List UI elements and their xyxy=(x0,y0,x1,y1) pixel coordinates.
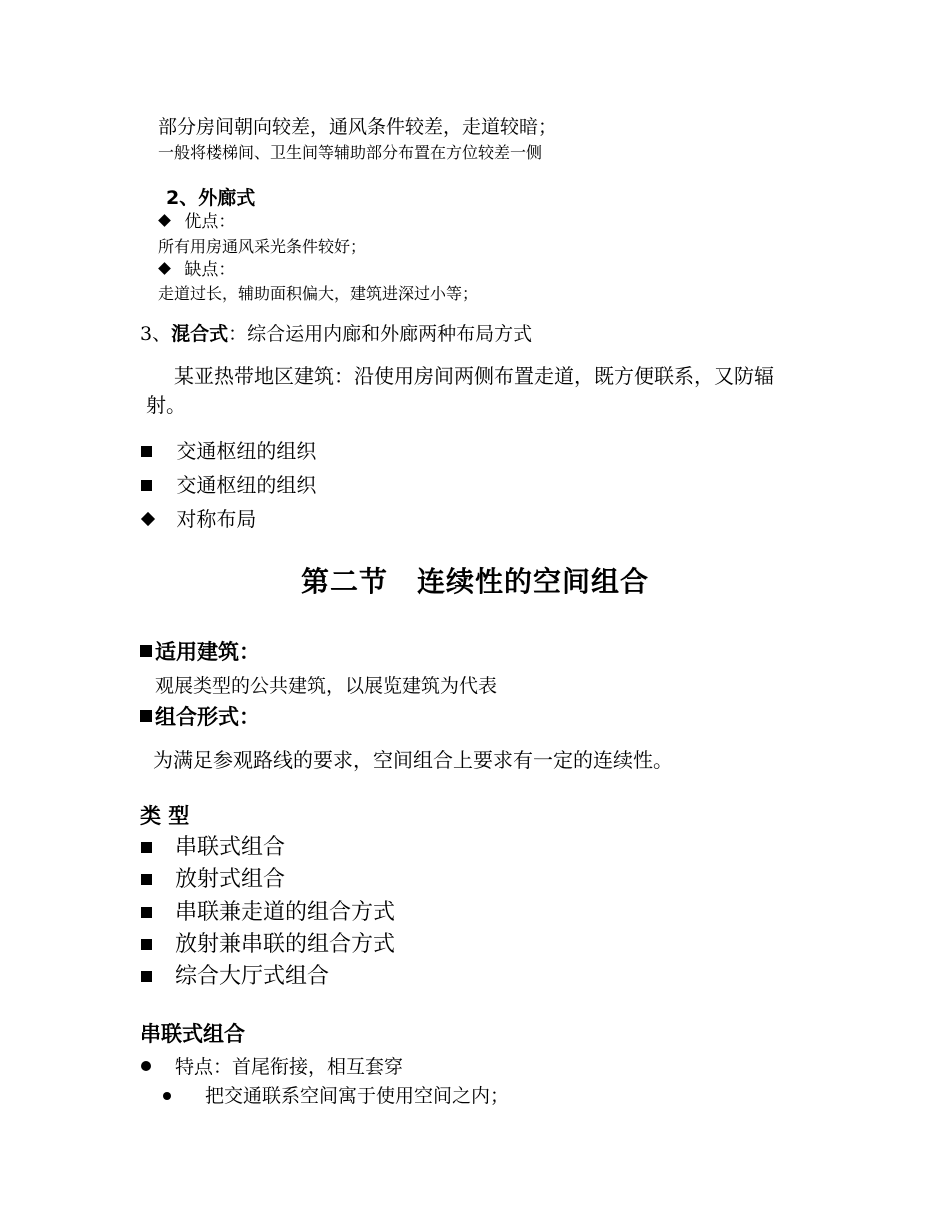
square-bullet-icon xyxy=(140,710,152,722)
outer-corridor-heading: 2、外廊式 xyxy=(166,187,256,209)
intro-line-1: 部分房间朝向较差，通风条件较差，走道较暗； xyxy=(158,116,558,138)
form-heading-row xyxy=(140,707,260,728)
mixed-number: 3、 xyxy=(140,323,172,345)
pros-text: 所有用房通风采光条件较好； xyxy=(158,237,367,256)
mixed-heading: 混合式 xyxy=(171,323,229,345)
types-list-item xyxy=(141,869,285,891)
square-bullet-icon xyxy=(141,842,152,853)
form-heading: 组合形式： xyxy=(155,705,260,729)
round-bullet-icon xyxy=(163,1092,171,1100)
types-item-text: 串联兼走道的组合方式 xyxy=(175,900,396,925)
mixed-text: ：综合运用内廊和外廊两种布局方式 xyxy=(228,323,533,345)
mixed-row xyxy=(140,325,532,344)
square-bullet-icon xyxy=(141,907,152,918)
series-sub-item-row xyxy=(163,1087,509,1106)
diamond-bullet-icon xyxy=(158,262,171,275)
types-item-text: 综合大厅式组合 xyxy=(175,964,330,989)
types-list-item xyxy=(141,837,285,859)
hub-list-item-text: 对称布局 xyxy=(176,507,257,531)
round-bullet-icon xyxy=(141,1061,151,1071)
series-feature-row xyxy=(141,1058,403,1077)
types-list-item xyxy=(141,902,395,924)
square-bullet-icon xyxy=(141,971,152,982)
hub-list-item xyxy=(143,509,256,529)
cons-row xyxy=(160,262,235,279)
applicable-heading: 适用建筑： xyxy=(155,640,260,664)
square-bullet-icon xyxy=(140,645,152,657)
hub-list-item-text: 交通枢纽的组织 xyxy=(176,473,317,497)
types-list-item xyxy=(141,966,329,988)
diamond-bullet-icon xyxy=(141,512,155,526)
cons-text: 走道过长，辅助面积偏大，建筑进深过小等； xyxy=(158,284,479,303)
applicable-text: 观展类型的公共建筑，以展览建筑为代表 xyxy=(155,675,498,697)
series-heading: 串联式组合 xyxy=(140,1022,245,1046)
square-bullet-icon xyxy=(141,939,152,950)
types-item-text: 串联式组合 xyxy=(175,835,286,860)
types-item-text: 放射兼串联的组合方式 xyxy=(175,932,396,957)
form-text: 为满足参观路线的要求，空间组合上要求有一定的连续性。 xyxy=(153,748,673,772)
hub-list-item xyxy=(141,475,316,495)
cons-label: 缺点： xyxy=(184,260,236,280)
hub-list-item xyxy=(141,441,316,461)
square-bullet-icon xyxy=(141,480,152,491)
mixed-example-line-2: 射。 xyxy=(146,393,186,417)
square-bullet-icon xyxy=(141,874,152,885)
intro-line-2: 一般将楼梯间、卫生间等辅助部分布置在方位较差一侧 xyxy=(158,143,543,162)
square-bullet-icon xyxy=(141,446,152,457)
pros-row xyxy=(160,214,235,231)
types-item-text: 放射式组合 xyxy=(175,867,286,892)
types-list-item xyxy=(141,934,395,956)
diamond-bullet-icon xyxy=(158,214,171,227)
mixed-example-line-1: 某亚热带地区建筑：沿使用房间两侧布置走道，既方便联系，又防辐 xyxy=(174,364,774,388)
series-sub-item: 把交通联系空间寓于使用空间之内； xyxy=(205,1085,510,1107)
hub-list-item-text: 交通枢纽的组织 xyxy=(176,439,317,463)
pros-label: 优点： xyxy=(184,212,236,232)
section-title: 第二节 连续性的空间组合 xyxy=(300,565,649,598)
applicable-heading-row xyxy=(140,642,260,663)
types-heading: 类 型 xyxy=(140,804,190,828)
series-feature: 特点：首尾衔接，相互套穿 xyxy=(175,1056,404,1078)
